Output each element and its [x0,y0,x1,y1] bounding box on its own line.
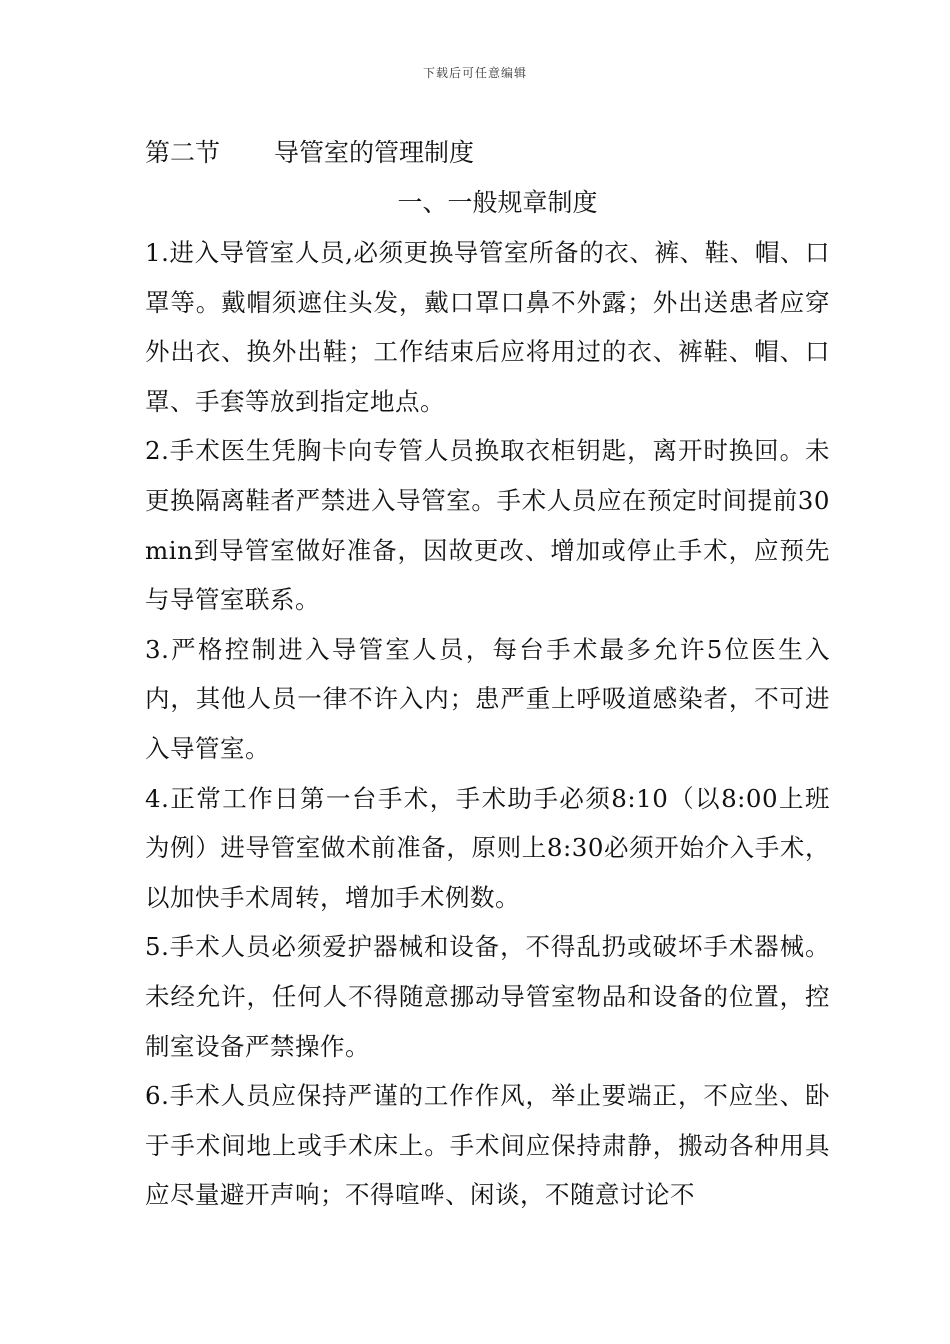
rule-paragraph-2: 2.手术医生凭胸卡向专管人员换取衣柜钥匙，离开时换回。未更换隔离鞋者严禁进入导管室。手术人员应在预定时间提前30min到导管室做好准备，因故更改、增加或停止手术，应预先与导管室联系。 [145,436,830,615]
rule-paragraph-4: 4.正常工作日第一台手术，手术助手必须8:10（以8:00上班为例）进导管室做术前准备，原则上8:30必须开始介入手术，以加快手术周转，增加手术例数。 [145,783,830,912]
section-heading [145,128,830,178]
rule-paragraph-1: 1.进入导管室人员,必须更换导管室所备的衣、裤、鞋、帽、口罩等。戴帽须遮住头发，戴口罩口鼻不外露；外出送患者应穿外出衣、换外出鞋；工作结束后应将用过的衣、裤鞋、帽、口罩、手套等放到指定地点。 [145,238,830,416]
rule-paragraph-5: 5.手术人员必须爱护器械和设备，不得乱扔或破坏手术器械。未经允许，任何人不得随意挪动导管室物品和设备的位置，控制室设备严禁操作。 [145,932,830,1061]
rule-paragraph-3: 3.严格控制进入导管室人员，每台手术最多允许5位医生入内，其他人员一律不许入内；患严重上呼吸道感染者，不可进入导管室。 [145,634,830,763]
header-note: 下载后可任意编辑 [422,66,527,80]
document-body [145,128,830,1220]
section-title: 导管室的管理制度 [274,138,475,167]
subsection-heading: 一、一般规章制度 [397,188,598,217]
rule-paragraph-6: 6.手术人员应保持严谨的工作作风，举止要端正，不应坐、卧于手术间地上或手术床上。手术间应保持肃静，搬动各种用具应尽量避开声响；不得喧哗、闲谈，不随意讨论不 [145,1081,830,1210]
section-number: 第二节 [145,138,221,167]
